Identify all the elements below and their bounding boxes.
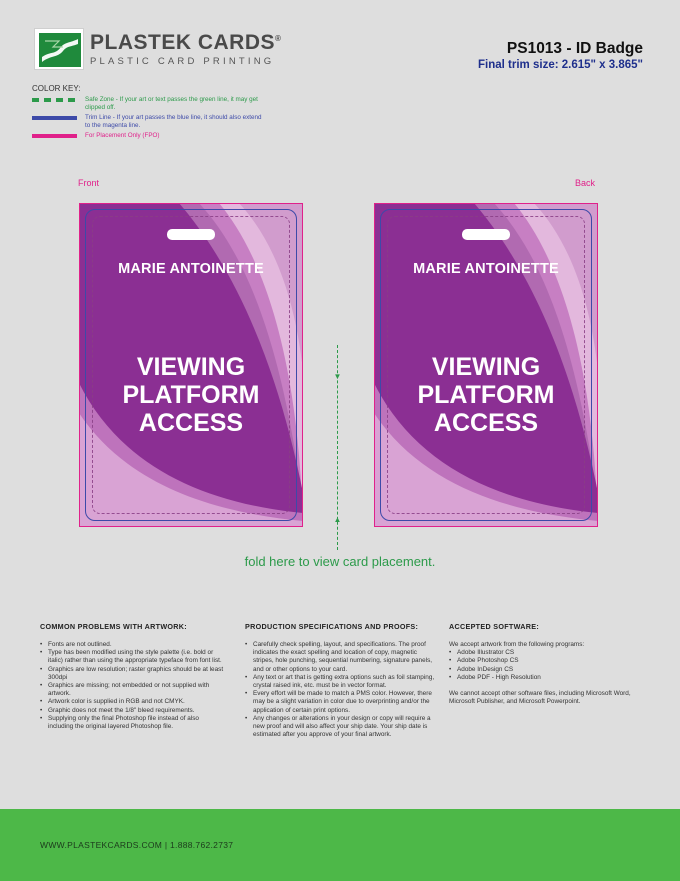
brand-name: PLASTEK CARDS	[90, 31, 276, 54]
production-specs-title: PRODUCTION SPECIFICATIONS AND PROOFS:	[245, 622, 419, 631]
list-item: • Type has been modified using the style palette (i.e. bold or italic) rather than using the appropriate typeface from font list.	[40, 649, 225, 665]
slot-punch	[167, 229, 215, 240]
access-line-2: PLATFORM	[417, 381, 555, 409]
production-specs-list	[245, 641, 437, 739]
fold-instruction: fold here to view card placement.	[244, 554, 436, 569]
safe-zone-swatch	[32, 98, 77, 102]
list-item: • Any changes or alterations in your design or copy will require a new proof and will also affect your ship date. Your ship date is estimated after you approve of your final artwork.	[245, 715, 437, 740]
access-line-3: ACCESS	[433, 409, 539, 437]
list-item: • Adobe Illustrator CS	[449, 649, 645, 657]
accepted-software-title: ACCEPTED SOFTWARE:	[449, 622, 540, 631]
accepted-software-outro: We cannot accept other software files, including Microsoft Word, Microsoft Publisher, and Microsoft Powerpoint.	[449, 690, 631, 706]
card-front	[79, 203, 303, 527]
list-item: • Every effort will be made to match a PMS color. However, there may be a slight variation in color due to overprinting and/or the application of certain print options.	[245, 690, 437, 715]
trim-line-text: Trim Line - If your art passes the blue line, it should also extend to the magenta line.	[85, 114, 262, 129]
brand	[90, 31, 281, 67]
brand-tagline: PLASTIC CARD PRINTING	[90, 56, 275, 67]
logo	[34, 28, 84, 70]
product-title: PS1013 - ID Badge	[506, 40, 643, 57]
registered-mark: ®	[275, 34, 282, 43]
card-access-text	[374, 353, 598, 437]
back-label: Back	[575, 178, 596, 188]
trim-size: Final trim size: 2.615" x 3.865"	[478, 59, 643, 71]
access-line-3: ACCESS	[138, 409, 244, 437]
access-line-2: PLATFORM	[122, 381, 260, 409]
card-name: MARIE ANTOINETTE	[413, 261, 559, 277]
common-problems-title: COMMON PROBLEMS WITH ARTWORK:	[40, 622, 187, 631]
list-item: • Carefully check spelling, layout, and specifications. The proof indicates the exact spelling and location of copy, magnetic stripes, hole punching, sequential numbering, signature panels, and or other options to your card.	[245, 641, 437, 674]
access-line-1: VIEWING	[431, 353, 541, 381]
list-item: • Adobe InDesign CS	[449, 666, 645, 674]
card-name: MARIE ANTOINETTE	[118, 261, 264, 277]
fpo-text: For Placement Only (FPO)	[85, 132, 160, 139]
common-problems-section	[40, 622, 225, 731]
list-item: • Artwork color is supplied in RGB and not CMYK.	[40, 698, 225, 706]
list-item: • Supplying only the final Photoshop file instead of also including the original layered Photoshop file.	[40, 715, 225, 731]
color-key-trim-line	[32, 114, 262, 129]
color-key	[32, 84, 262, 143]
list-item: • Any text or art that is getting extra options such as foil stamping, crystal raised ink, etc. must be in vector format.	[245, 674, 437, 690]
fold-arrow-down-icon: ▼	[333, 372, 342, 381]
trim-line-swatch	[32, 116, 77, 120]
list-item: • Adobe PDF - High Resolution	[449, 674, 645, 682]
front-label: Front	[78, 178, 100, 188]
footer-contact: WWW.PLASTEKCARDS.COM | 1.888.762.2737	[40, 840, 234, 850]
fold-arrow-up-icon: ▲	[333, 515, 342, 524]
access-line-1: VIEWING	[136, 353, 246, 381]
safe-zone-text: Safe Zone - If your art or text passes the green line, it may get clipped off.	[85, 96, 258, 111]
color-key-fpo	[32, 132, 262, 140]
color-key-title: COLOR KEY:	[32, 84, 81, 93]
card-back	[374, 203, 598, 527]
accepted-software-list	[449, 649, 645, 682]
plastek-logo-icon	[39, 33, 81, 67]
footer	[0, 809, 680, 881]
accepted-software-section	[449, 622, 645, 706]
common-problems-list	[40, 641, 225, 731]
color-key-safe-zone	[32, 96, 262, 111]
list-item: • Graphics are missing; not embedded or not supplied with artwork.	[40, 682, 225, 698]
list-item: • Graphics are low resolution; raster graphics should be at least 300dpi	[40, 666, 225, 682]
list-item: • Graphic does not meet the 1/8" bleed requirements.	[40, 707, 225, 715]
production-specs-section	[245, 622, 437, 739]
card-access-text	[79, 353, 303, 437]
accepted-software-intro: We accept artwork from the following programs:	[449, 641, 585, 648]
list-item: • Fonts are not outlined.	[40, 641, 225, 649]
slot-punch	[462, 229, 510, 240]
fpo-swatch	[32, 134, 77, 138]
list-item: • Adobe Photoshop CS	[449, 657, 645, 665]
